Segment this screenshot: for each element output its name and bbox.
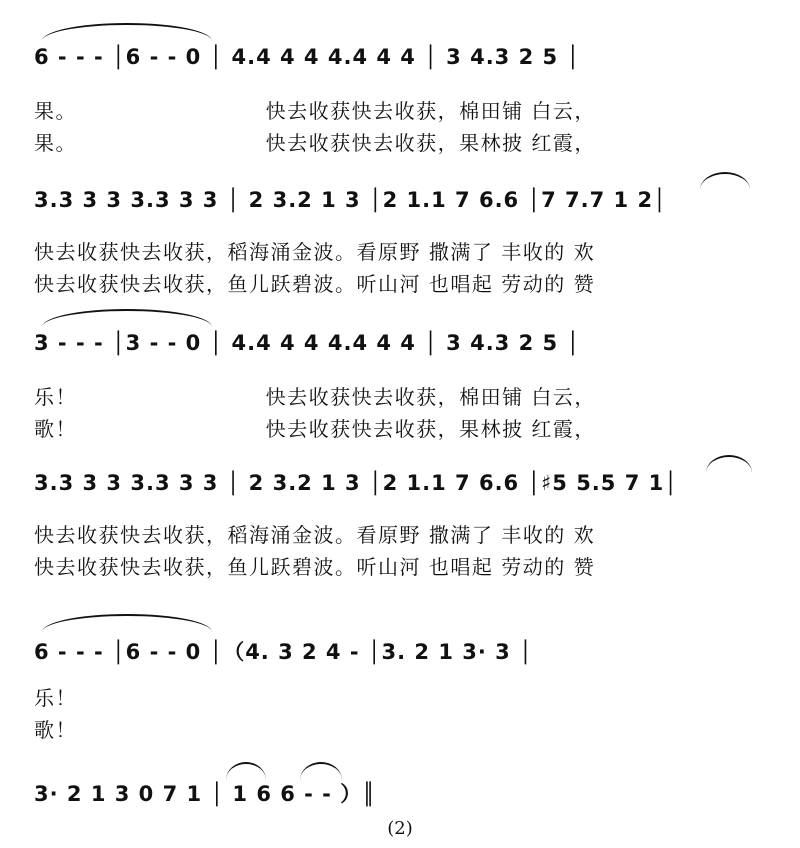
slur-arc [226, 762, 266, 780]
lyric-verse-1: 快去收获快去收获，稻海涌金波。看原野 撒满了 丰收的 欢 [34, 240, 596, 264]
notes-line: 3· 2 1 3 0 7 1 │ 1 6 6 - - ）║ [34, 782, 376, 806]
lyric-verse-1: 乐！ [34, 686, 77, 710]
notes-line: 6 - - - │6 - - 0 │ 4.4 4 4 4.4 4 4 │ 3 4.3 2 5 │ [34, 45, 581, 69]
notes-line: 3.3 3 3 3.3 3 3 │ 2 3.2 1 3 │2 1.1 7 6.6 │7 7.7 1 2│ [34, 188, 667, 212]
lyric-verse-2: 快去收获快去收获，鱼儿跃碧波。听山河 也唱起 劳动的 赞 [34, 555, 596, 579]
tie-arc [42, 614, 212, 632]
tie-arc [42, 23, 212, 41]
tie-arc [300, 762, 342, 780]
lyric-verse-2: 快去收获快去收获，鱼儿跃碧波。听山河 也唱起 劳动的 赞 [34, 272, 596, 296]
slur-arc [700, 172, 750, 190]
notes-line: 6 - - - │6 - - 0 │（4. 3 2 4 - │3. 2 1 3· 3 │ [34, 640, 533, 664]
tie-arc [42, 309, 212, 327]
lyric-verse-2: 歌！ [34, 718, 77, 742]
lyric-verse-1: 果。 快去收获快去收获，棉田铺 白云， [34, 99, 596, 123]
page-number: (2) [387, 818, 413, 839]
lyric-verse-2: 果。 快去收获快去收获，果林披 红霞， [34, 131, 596, 155]
lyric-verse-1: 快去收获快去收获，稻海涌金波。看原野 撒满了 丰收的 欢 [34, 523, 596, 547]
lyric-verse-2: 歌！ 快去收获快去收获，果林披 红霞， [34, 417, 596, 441]
notes-line: 3.3 3 3 3.3 3 3 │ 2 3.2 1 3 │2 1.1 7 6.6 │♯5 5.5 7 1│ [34, 471, 678, 495]
lyric-verse-1: 乐！ 快去收获快去收获，棉田铺 白云， [34, 385, 596, 409]
notes-line: 3 - - - │3 - - 0 │ 4.4 4 4 4.4 4 4 │ 3 4.3 2 5 │ [34, 331, 581, 355]
slur-arc [706, 455, 752, 473]
